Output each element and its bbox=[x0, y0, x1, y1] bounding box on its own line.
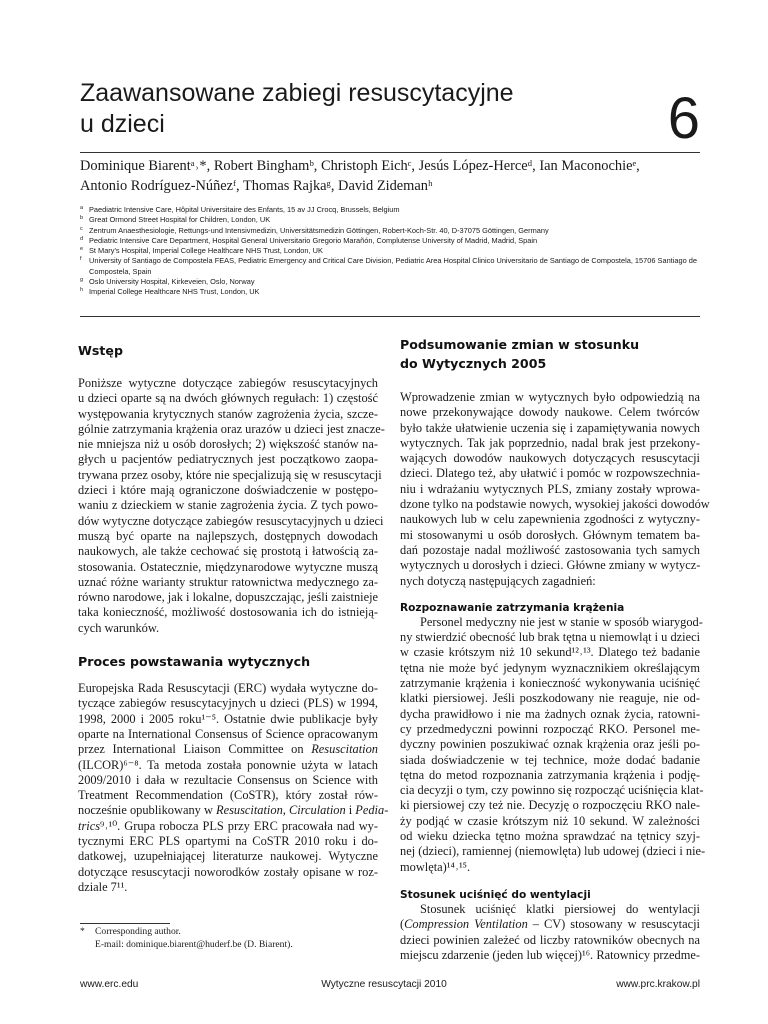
text-line: nowe przekonywające dowody naukowe. Celem twórców bbox=[400, 405, 700, 420]
affiliation-item: h Imperial College Healthcare NHS Trust, London, UK bbox=[80, 287, 260, 297]
text-line: dzieci i które mają ograniczone doświadczenie w postępo- bbox=[78, 483, 378, 498]
text-line: ki piersiowej czy też nie. Decyzję o rozpoczęciu RKO nale- bbox=[400, 798, 700, 813]
title-divider bbox=[80, 152, 700, 153]
text-line: Wprowadzenie zmian w wytycznych było odpowiedzią na bbox=[400, 390, 700, 404]
footnote-marker: * bbox=[80, 926, 85, 937]
footer-left-link[interactable]: www.erc.edu bbox=[80, 979, 139, 990]
text-line: siada doświadczenie w tej technice, może dodać badanie bbox=[400, 752, 700, 767]
text-line: tyczące zabiegów resuscytacyjnych u dzieci (PLS) w 1994, bbox=[78, 696, 378, 711]
text-line: uznać różne warianty struktur ratownictwa medycznego za- bbox=[78, 574, 378, 589]
text-line: Treatment Recommendation (CoSTR), który został rów- bbox=[78, 788, 378, 803]
text-line: stosowania. Ostatecznie, międzynarodowe wytyczne muszą bbox=[78, 559, 378, 574]
affiliation-item: d Pediatric Intensive Care Department, Hospital General Universitario Gregorio Marañón, Complutense University of Madrid, Madrid, Spain bbox=[80, 235, 538, 245]
chapter-title bbox=[80, 78, 600, 140]
footnote bbox=[80, 926, 380, 951]
section-heading-summary: Podsumowanie zmian w stosunku do Wytycznych 2005 bbox=[400, 337, 640, 371]
text-line: mowlęta)¹⁴˒¹⁵. bbox=[400, 859, 471, 874]
footer-center-text: Wytyczne resuscytacji 2010 bbox=[321, 979, 447, 990]
text-line: w czasie krótszym niż 10 sekund¹²˒¹³. Dlatego też badanie bbox=[400, 645, 700, 660]
text-line: muszą być oparte na najlepszych, dostępnych dowodach bbox=[78, 528, 378, 543]
text-line: Poniższe wytyczne dotyczące zabiegów resuscytacyjnych bbox=[78, 376, 378, 390]
text-line: tycznymi ERC PLS opartymi na CoSTR 2010 roku i do- bbox=[78, 834, 378, 849]
right-column bbox=[400, 330, 710, 963]
text-line: klatki piersiowej. Jeśli poszkodowany nie reaguje, nie od- bbox=[400, 691, 700, 706]
author-line: Dominique Biarentᵃ˒*, Robert Binghamᵇ, Christoph Eichᶜ, Jesús López-Herceᵈ, Ian Maconochieᵉ, bbox=[80, 158, 640, 174]
text-line: dzone tylko na podstawie nowych, wysokiej jakości dowodów bbox=[400, 497, 710, 512]
text-line: nej (dzieci), ramiennej (niemowlęta) lub udowej (dzieci i nie- bbox=[400, 844, 706, 859]
affiliation-item: f University of Santiago de Compostela FEAS, Pediatric Emergency and Critical Care Division, Pediatric Area Hospital Clinico Universitario de Santiago de Compostela, 15706 Santiago de Compostela, Spain bbox=[80, 256, 697, 276]
intro-paragraph bbox=[78, 376, 385, 636]
text-line: miejscu zdarzenie (jeden lub więcej)¹⁶. Ratownicy przedme- bbox=[400, 947, 700, 962]
text-line: wytycznych u dorosłych i dzieci. Główne zmiany w wytycz- bbox=[400, 558, 701, 573]
process-paragraph bbox=[78, 681, 389, 895]
text-line: tętna do metod rozpoznania zatrzymania krążenia i podję- bbox=[400, 767, 700, 782]
text-line: Stosunek uciśnięć klatki piersiowej do wentylacji bbox=[420, 901, 700, 916]
text-line: ny stwierdzić obecność lub brak tętna u niemowląt i u dzieci bbox=[400, 630, 701, 645]
affiliation-list bbox=[80, 205, 700, 298]
text-line: cych warunków. bbox=[78, 620, 160, 635]
footnote-line: Corresponding author. bbox=[95, 926, 181, 937]
ratio-paragraph bbox=[400, 902, 700, 963]
text-line: zatrzymanie krążenia i konieczność wykonywania uciśnięć bbox=[400, 676, 700, 691]
text-line: dyczny powinien poszukiwać oznak krążenia oraz jeśli po- bbox=[400, 737, 700, 752]
text-line: nie mniejsza niż u osób dorosłych; 2) większość stanów na- bbox=[78, 437, 378, 452]
text-line: trics⁹˒¹⁰. Grupa robocza PLS przy ERC pracowała nad wy- bbox=[78, 818, 378, 833]
text-line: naukowych, ale także cechować się prostotą i łatwością za- bbox=[78, 544, 378, 559]
text-line: cia decyzji o tym, czy powinno się rozpocząć uciśnięcia klat- bbox=[400, 783, 704, 798]
text-line: mi stosowanymi u osób dorosłych. Głównym tematem ba- bbox=[400, 527, 700, 542]
text-line: dycha prawidłowo i nie ma żadnych oznak życia, ratowni- bbox=[400, 706, 700, 721]
affiliation-item: e St Mary's Hospital, Imperial College Healthcare NHS Trust, London, UK bbox=[80, 246, 323, 256]
title-line: u dzieci bbox=[80, 110, 165, 138]
text-line: u dzieci oparte są na dwóch głównych regułach: 1) częstość bbox=[78, 391, 378, 406]
text-line: równo narodowe, jak i lokalne, dopuszczając, jeśli zaistnieje bbox=[78, 590, 379, 605]
text-line: wytycznych. Tak jak poprzednio, nadal brak jest przekony- bbox=[400, 435, 700, 450]
section-heading-process: Proces powstawania wytycznych bbox=[78, 654, 311, 670]
text-line: nocześnie opublikowany w Resuscitation, Circulation i Pedia- bbox=[78, 803, 389, 818]
text-line: dań pozostaje nadal możliwość zastosowania tych samych bbox=[400, 542, 700, 557]
text-line: niu i wdrażaniu wytycznych PLS, zmiany zostały wprowa- bbox=[400, 481, 700, 496]
text-line: taka konieczność, możliwość dostosowania ich do istnieją- bbox=[78, 605, 378, 620]
text-line: ży podjąć w czasie krótszym niż 10 sekund. W zależności bbox=[400, 813, 700, 828]
subheading-ratio: Stosunek uciśnięć do wentylacji bbox=[400, 888, 591, 901]
text-line: od wieku dziecka tętno można sprawdzać na tętnicy szyj- bbox=[400, 829, 700, 844]
text-line: dów wytyczne dotyczące zabiegów resuscytacyjnych u dzieci bbox=[78, 513, 384, 528]
author-list bbox=[80, 156, 700, 196]
section-heading-intro: Wstęp bbox=[78, 343, 123, 358]
text-line: (ILCOR)⁶⁻⁸. Ta metoda została ponownie użyta w latach bbox=[78, 757, 378, 772]
text-line: oparte na International Consensus of Science opracowanym bbox=[78, 726, 378, 741]
text-line: gólnie zatrzymania krążenia oraz urazów u dzieci jest znacze- bbox=[78, 421, 385, 436]
text-line: było także ułatwienie uczenia się i zapamiętywania nowych bbox=[400, 420, 700, 435]
footnote-email[interactable]: E-mail: dominique.biarent@huderf.be (D. Biarent). bbox=[95, 938, 293, 950]
text-line: dzieci powinien zależeć od liczby ratowników obecnych na bbox=[400, 932, 700, 947]
text-line: 1998, 2000 i 2005 roku¹⁻⁵. Ostatnie dwie publikacje były bbox=[78, 711, 378, 726]
recognition-paragraph bbox=[400, 614, 706, 875]
author-line: Antonio Rodríguez-Núñezᶠ, Thomas Rajkaᵍ, David Zidemanʰ bbox=[80, 178, 433, 194]
text-line: naukowych lub w celu zapewnienia zgodności z wytyczny- bbox=[400, 512, 700, 527]
text-line: trywana przez osoby, które nie specjalizują się w resuscytacji bbox=[78, 467, 382, 482]
footnote-divider bbox=[80, 923, 170, 924]
affiliation-divider bbox=[80, 316, 700, 317]
text-line: waniu z dzieckiem w stanie zagrożenia życia. Z tych powo- bbox=[78, 498, 378, 513]
text-line: (Compression Ventilation – CV) stosowany w resuscytacji bbox=[400, 917, 700, 932]
title-line: Zaawansowane zabiegi resuscytacyjne bbox=[80, 79, 514, 107]
text-line: 2009/2010 i dała w rezultacie Consensus on Science with bbox=[78, 772, 378, 787]
chapter-number: 6 bbox=[667, 86, 700, 151]
footer-right-link[interactable]: www.prc.krakow.pl bbox=[616, 979, 700, 990]
text-line: tętna nie może być jedynym wyznacznikiem określającym bbox=[400, 660, 700, 675]
affiliation-item: b Great Ormond Street Hospital for Children, London, UK bbox=[80, 215, 271, 225]
text-line: wających dowodów naukowych dotyczących resuscytacji bbox=[400, 451, 700, 466]
text-line: Personel medyczny nie jest w stanie w sposób wiarygod- bbox=[420, 614, 703, 629]
affiliation-item: a Paediatric Intensive Care, Hôpital Universitaire des Enfants, 15 av JJ Crocq, Brussels, Belgium bbox=[80, 205, 400, 214]
summary-paragraph bbox=[400, 390, 710, 589]
affiliation-item: g Oslo University Hospital, Kirkeveien, Oslo, Norway bbox=[80, 277, 255, 287]
text-line: głych u pacjentów pediatrycznych jest początkowo zaopa- bbox=[78, 452, 378, 467]
text-line: występowania krytycznych stanów zagrożenia życia, szcze- bbox=[78, 406, 378, 421]
text-line: dotyczące resuscytacji noworodków zostały opisane w roz- bbox=[78, 864, 378, 879]
text-line: nych dotyczą następujących zagadnień: bbox=[400, 573, 596, 588]
left-column bbox=[78, 330, 389, 895]
text-line: datkowej, uzupełniającej literaturze naukowej. Wytyczne bbox=[78, 849, 378, 864]
text-line: dzieci. Dlatego też, aby ułatwić i pomóc w rozpowszechnia- bbox=[400, 466, 700, 481]
text-line: dziale 7¹¹. bbox=[78, 879, 128, 894]
affiliation-item: c Zentrum Anaesthesiologie, Rettungs-und Intensivmedizin, Universitätsmedizin Göttingen, Robert-Koch-Str. 40, D-37075 Göttingen, Germany bbox=[80, 225, 549, 235]
text-line: przez International Liaison Committee on Resuscitation bbox=[78, 742, 378, 757]
text-line: Europejska Rada Resuscytacji (ERC) wydała wytyczne do- bbox=[78, 681, 378, 696]
subheading-recognition: Rozpoznawanie zatrzymania krążenia bbox=[400, 601, 625, 614]
text-line: cy przedmedyczni powinni rozpocząć RKO. Personel me- bbox=[400, 721, 700, 736]
